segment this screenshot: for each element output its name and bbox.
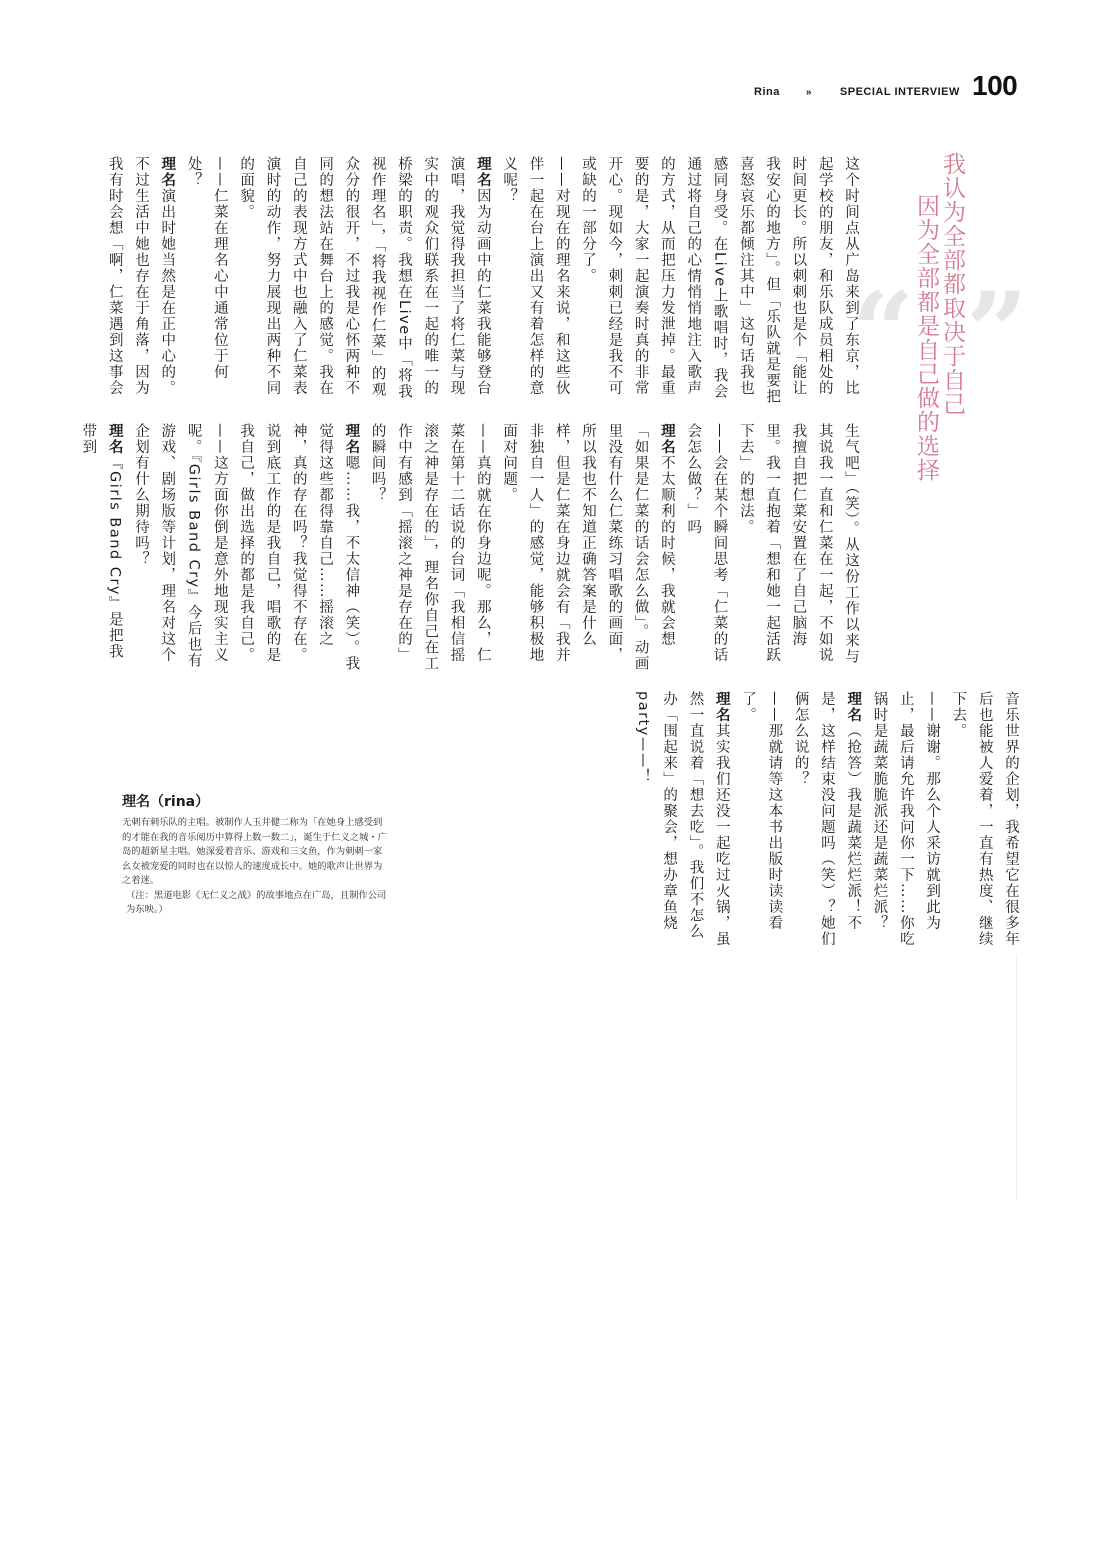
- paragraph-text: 这个时间点从广岛来到了东京，比起学校的朋友，和乐队成员相处的时间更长。所以刺刺也是个「能让我安心的地方」。但「乐队就是要把喜怒哀乐都倾注其中」这句话我也感同身受。在Live上歌唱时，我会通过将自己的心情悄悄地注入歌声的方式，从而把压力发泄掉。最重要的是，大家一起演奏时真的非常开心。现如今，刺刺已经是我不可或缺的一部分了。: [580, 156, 859, 405]
- interview-text-tier-2: [80, 423, 864, 675]
- header-title: SPECIAL INTERVIEW: [839, 86, 960, 98]
- interview-paragraph: [233, 156, 496, 408]
- interview-paragraph: [496, 423, 680, 675]
- speaker-label: 理名: [658, 423, 675, 455]
- pull-quote-line-1: 我认为全部都取决于自己: [939, 152, 965, 416]
- interview-paragraph: [364, 423, 495, 675]
- speaker-label: 理名: [159, 156, 176, 188]
- header-section: Rina: [754, 86, 780, 98]
- speaker-label: 理名: [474, 156, 491, 188]
- interview-text-tier-1: [106, 156, 864, 408]
- open-quote-mark: “: [852, 269, 915, 395]
- interview-paragraph: [575, 156, 864, 408]
- interview-paragraph: [233, 423, 364, 675]
- profile-box: [122, 792, 390, 918]
- paragraph-text: ——这方面你倒是意外地现实主义呢。『Girls Band Cry』今后也有游戏、剧场版等计划，理名对这个企划有什么期待吗？: [132, 423, 228, 669]
- paragraph-text: 不太顺利的时候，我就会想「如果是仁菜的话会怎么做」。动画里没有什么仁菜练习唱歌的画面，所以我也不知道正确答案是什么样，但是仁菜在身边就会有「我并非独自一人」的感觉，能够积极地面对问题。: [501, 423, 675, 672]
- speaker-label: 理名: [343, 423, 360, 455]
- pull-quote-line-2: 因为全部都是自己做的选择: [913, 194, 939, 482]
- interview-paragraph: [945, 691, 1024, 953]
- header-separator: »: [805, 86, 812, 98]
- paragraph-text: ——那就请等这本书出版时读读看了。: [740, 691, 783, 931]
- interview-paragraph: [733, 423, 864, 675]
- interview-paragraph: [680, 423, 733, 675]
- paragraph-text: 其实我们还没一起吃过火锅，虽然一直说着「想去吃」。我们不怎么办「围起来」的聚会，想办章鱼烧party——！: [634, 691, 730, 947]
- paragraph-text: ——仁菜在理名心中通常位于何处？: [185, 156, 228, 380]
- running-header: [754, 84, 960, 100]
- page-edge-line: [1016, 955, 1017, 1200]
- speaker-label: 理名: [106, 423, 123, 455]
- speaker-label: 理名: [713, 691, 730, 723]
- interview-paragraph: [75, 423, 128, 675]
- profile-description: 无刺有刺乐队的主唱。被制作人玉井健二称为「在她身上感受到的才能在我的音乐阅历中算得上数一数二」，诞生于仁义之城・广岛的超新星主唱。她深爱着音乐、游戏和三文鱼，作为刺刺一家幺女被宠爱的同时也在以惊人的速度成长中。她的歌声让世界为之着迷。: [122, 817, 387, 886]
- paragraph-text: （抢答）我是蔬菜烂烂派！不是，这样结束没问题吗（笑）？她们俩怎么说的？: [792, 691, 862, 947]
- interview-paragraph: [866, 691, 945, 953]
- interview-paragraph: [180, 156, 233, 408]
- interview-text-tier-3: [600, 691, 1024, 953]
- paragraph-text: 嗯……我，不太信神（笑）。我觉得这些都得靠自己……摇滚之神，真的存在吗？我觉得不存在。说到底工作的是我自己，唱歌的是我自己，做出选择的都是我自己。: [238, 423, 360, 672]
- page-number: 100: [972, 70, 1018, 101]
- paragraph-text: ——真的就在你身边呢。那么，仁菜在第十二话说的台词「我相信摇滚之神是存在的」，理名你自己在工作中有感到「摇滚之神是存在的」的瞬间吗？: [369, 423, 491, 672]
- interview-paragraph: [735, 691, 788, 953]
- paragraph-text: 演出时她当然是在正中心的。不过生活中她也存在于角落，因为我有时会想「啊，仁菜遇到这事会: [106, 156, 176, 396]
- profile-name: 理名（rina）: [122, 794, 210, 810]
- paragraph-text: 因为动画中的仁菜我能够登台演唱，我觉得我担当了将仁菜与现实中的观众们联系在一起的唯一的桥梁的职责。我想在Live中「将我视作理名」，「将我视作仁菜」的观众分的很开，不过我是心怀两种不同的想法站在舞台上的感觉。我在自己的表现方式中也融入了仁菜表演时的动作，努力展现出两种不同的面貌。: [238, 156, 491, 400]
- paragraph-text: ——对现在的理名来说，和这些伙伴一起在台上演出又有着怎样的意义呢？: [501, 156, 570, 396]
- paragraph-text: ——会在某个瞬间思考「仁菜的话会怎么做？」吗: [685, 423, 728, 663]
- pull-quote: [913, 152, 965, 482]
- profile-note: （注：黑道电影《无仁义之战》的故事地点在广岛，且制作公司为东映。）: [126, 889, 387, 915]
- paragraph-text: 生气吧」（笑）。从这份工作以来与其说我一直和仁菜在一起，不如说我擅自把仁菜安置在了自己脑海里。我一直抱着「想和她一起活跃下去」的想法。: [737, 423, 859, 665]
- paragraph-text: 音乐世界的企划，我希望它在很多年后也能被人爱着，一直有热度、继续下去。: [950, 691, 1019, 947]
- close-quote-mark: ”: [966, 269, 1029, 395]
- interview-paragraph: [496, 156, 575, 408]
- interview-paragraph: [101, 156, 180, 408]
- speaker-label: 理名: [845, 691, 862, 723]
- interview-paragraph: [630, 691, 735, 953]
- paragraph-text: 『Girls Band Cry』是把我带到: [80, 423, 123, 660]
- paragraph-text: ——谢谢。那么个人采访就到此为止，最后请允许我问你一下……你吃锅时是蔬菜脆脆派还是蔬菜烂派？: [871, 691, 941, 947]
- interview-paragraph: [128, 423, 233, 675]
- interview-paragraph: [787, 691, 866, 953]
